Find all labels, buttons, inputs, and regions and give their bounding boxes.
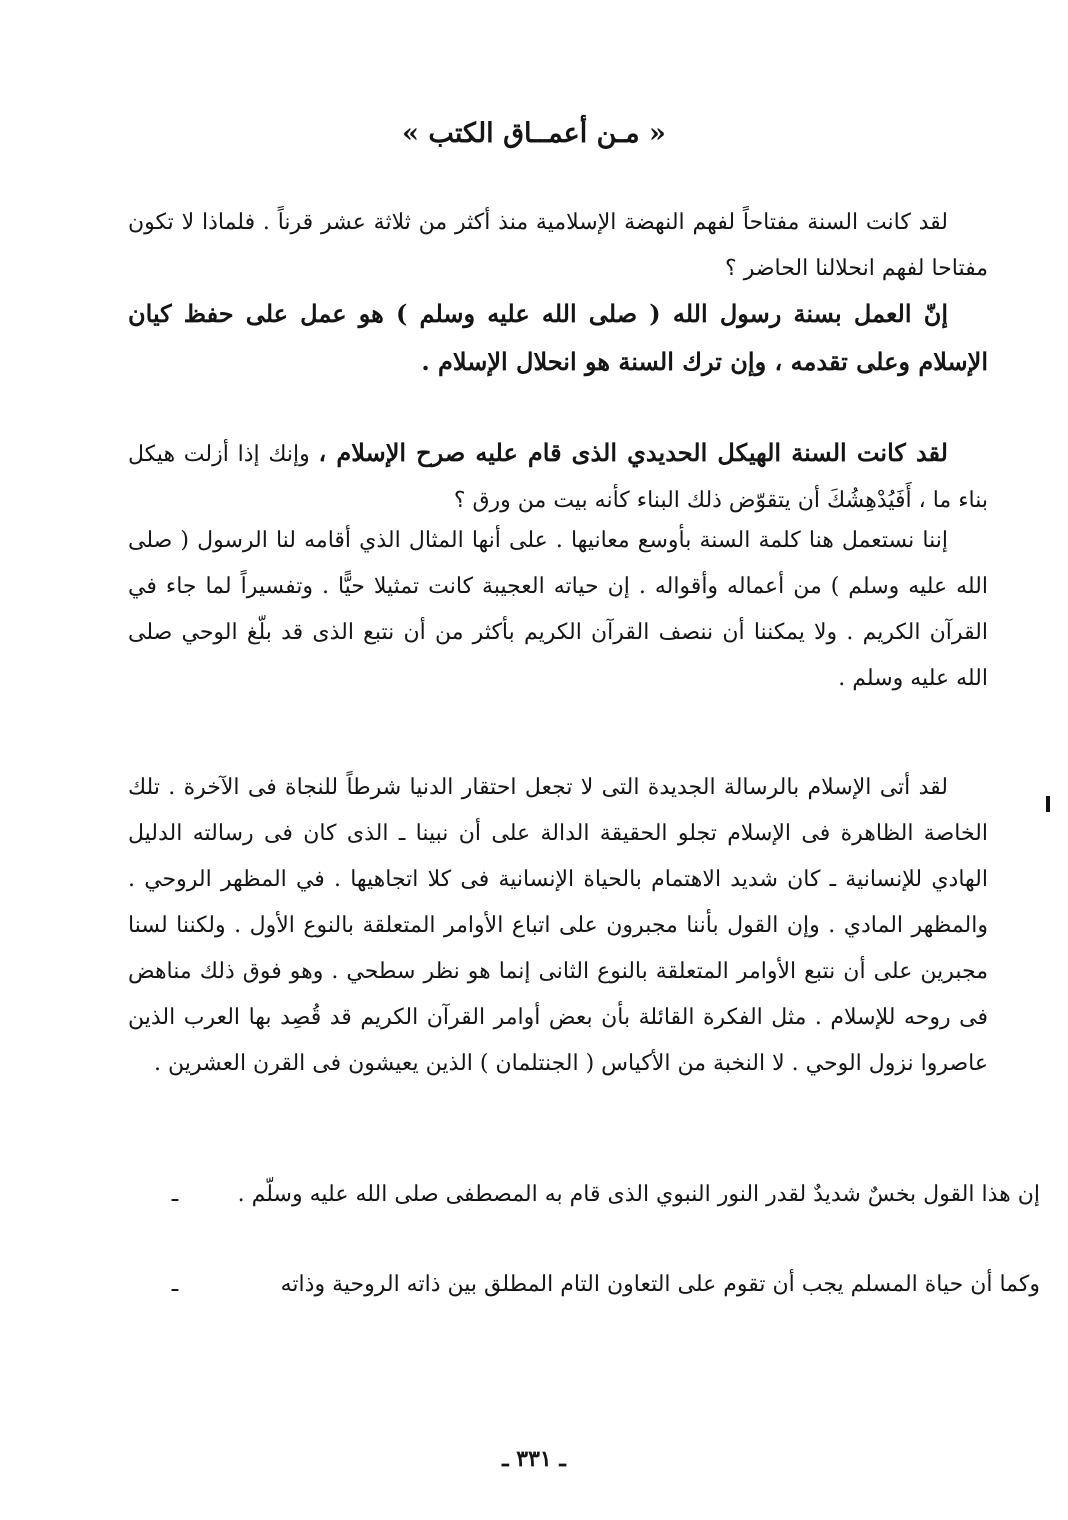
paragraph-new-message — [128, 765, 988, 1087]
paragraph-text: إننا نستعمل هنا كلمة السنة بأوسع معانيها . على أنها المثال الذي أقامه لنا الرسول ( صلى الله عليه وسلم ) من أعماله وأقواله . إن حياته العجيبة كانت تمثيلا حيًّا . وتفسيراً لما جاء في القرآن الكريم . ولا يمكننا أن ننصف القرآن الكريم بأكثر من أن نتبع الذى قد بلّغ الوحي صلى الله عليه وسلم . — [128, 528, 988, 691]
paragraph-iron-frame — [128, 430, 988, 524]
bold-phrase: لقد كانت السنة الهيكل الحديدي الذى قام عليه صرح الإسلام ، — [318, 438, 948, 467]
normal-phrase: وإنك إذا أزلت هيكل بناء ما ، أَفَيُدْهِشُكَ أن يتقوّض ذلك البناء كأنه بيت من ورق ؟ — [128, 442, 988, 513]
paragraph-text: لقد كانت السنة مفتاحاً لفهم النهضة الإسلامية منذ أكثر من ثلاثة عشر قرناً . فلماذا لا تكون مفتاحا لفهم انحلالنا الحاضر ؟ — [128, 210, 988, 281]
paragraph-bold-statement — [128, 290, 988, 386]
page-title: « مـن أعمــاق الكتب » — [402, 118, 666, 149]
page-number: ـ ٣٣١ ـ — [502, 1446, 566, 1472]
paragraph-text: إنّ العمل بسنة رسول الله ( صلى الله عليه وسلم ) هو عمل على حفظ كيان الإسلام وعلى تقدمه ، وإن ترك السنة هو انحلال الإسلام . — [128, 299, 988, 376]
paragraph-text: لقد أتى الإسلام بالرسالة الجديدة التى لا تجعل احتقار الدنيا شرطاً للنجاة فى الآخرة . تلك الخاصة الظاهرة فى الإسلام تجلو الحقيقة الدالة على أن نبينا ـ الذى كان فى رسالته الدليل الهادي للإنسانية ـ كان شديد الاهتمام بالحياة الإنسانية فى كلا اتجاهيها . في المظهر الروحي . والمظهر المادي . وإن القول بأننا مجبرون على اتباع الأوامر المتعلقة بالنوع الأول . ولكننا لسنا مجبرين على أن نتبع الأوامر المتعلقة بالنوع الثانى إنما هو نظر سطحي . وهو فوق ذلك مناهض فى روحه للإسلام . مثل الفكرة القائلة بأن بعض أوامر القرآن الكريم قد قُصِد بها العرب الذين عاصروا نزول الوحي . لا النخبة من الأكياس ( الجنتلمان ) الذين يعيشون فى القرن العشرين . — [128, 775, 988, 1076]
bullet-dash: ـ — [171, 1182, 179, 1207]
paragraph-sunnah-key — [128, 200, 988, 292]
bullet-text: وكما أن حياة المسلم يجب أن تقوم على التعاون التام المطلق بين ذاته الروحية وذاته — [280, 1272, 1040, 1297]
bullet-item — [150, 1265, 1040, 1305]
bullet-item — [150, 1175, 1040, 1215]
paragraph-text — [128, 430, 988, 524]
margin-mark — [1046, 796, 1050, 812]
bullet-dash: ـ — [171, 1272, 179, 1297]
paragraph-sunnah-meaning — [128, 518, 988, 702]
bullet-text: إن هذا القول بخسٌ شديدٌ لقدر النور النبوي الذى قام به المصطفى صلى الله عليه وسلّم . — [237, 1182, 1040, 1207]
